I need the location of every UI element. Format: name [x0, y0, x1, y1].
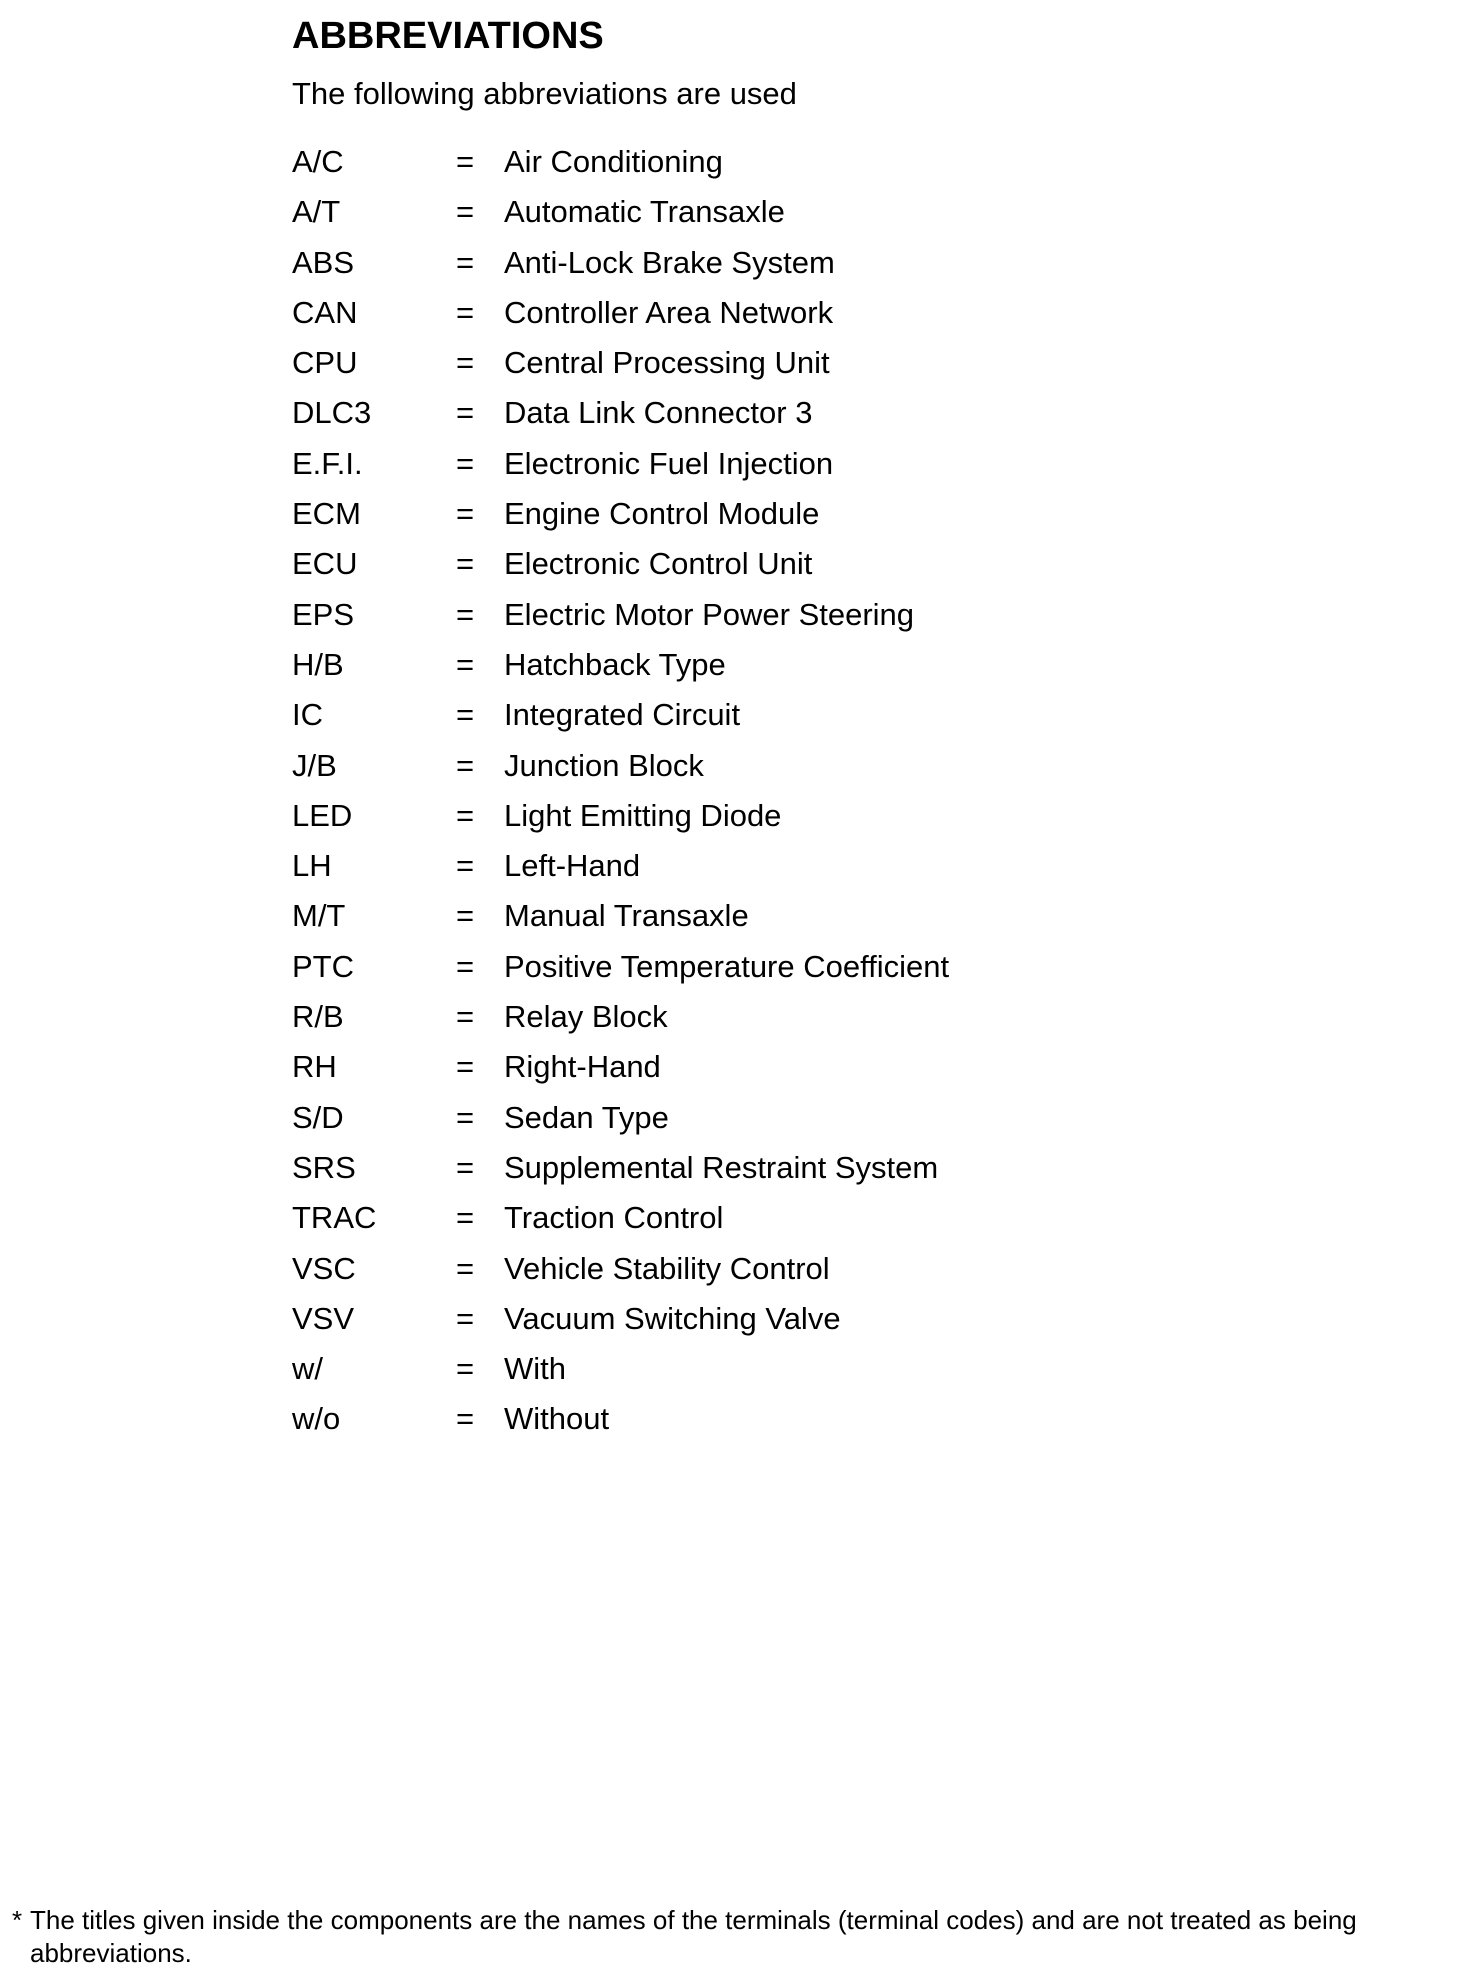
equals-sign: = [456, 1300, 475, 1336]
abbreviation-term: E.F.I. [292, 445, 363, 481]
abbreviation-meaning: Vehicle Stability Control [504, 1250, 830, 1286]
page-title: ABBREVIATIONS [292, 15, 604, 57]
abbreviation-meaning: Relay Block [504, 999, 668, 1035]
abbreviation-term: LED [292, 797, 353, 833]
footnote [12, 1904, 1464, 1970]
equals-sign: = [456, 1049, 475, 1085]
equals-sign: = [456, 244, 475, 280]
equals-sign: = [456, 1351, 475, 1387]
abbreviation-meaning: Engine Control Module [504, 496, 820, 532]
abbreviation-meaning: Sedan Type [504, 1099, 669, 1135]
abbreviation-meaning: Vacuum Switching Valve [504, 1300, 841, 1336]
abbreviation-meaning: Controller Area Network [504, 294, 834, 330]
equals-sign: = [456, 1149, 475, 1185]
abbreviation-term: S/D [292, 1099, 344, 1135]
abbreviation-meaning: Automatic Transaxle [504, 194, 785, 230]
abbreviation-meaning: Anti-Lock Brake System [504, 244, 835, 280]
equals-sign: = [456, 345, 475, 381]
equals-sign: = [456, 1250, 475, 1286]
abbreviation-term: CAN [292, 294, 358, 330]
abbreviation-meaning: Junction Block [504, 747, 704, 783]
equals-sign: = [456, 546, 475, 582]
equals-sign: = [456, 747, 475, 783]
abbreviation-term: ECM [292, 496, 361, 532]
equals-sign: = [456, 948, 475, 984]
abbreviation-term: A/C [292, 144, 344, 179]
abbreviation-meaning: Right-Hand [504, 1049, 661, 1085]
equals-sign: = [456, 1401, 475, 1437]
abbreviation-meaning: Electric Motor Power Steering [504, 596, 915, 632]
abbreviation-term: CPU [292, 345, 358, 381]
abbreviation-term: M/T [292, 898, 346, 934]
abbreviation-meaning: Central Processing Unit [504, 345, 830, 381]
abbreviation-term: DLC3 [292, 395, 372, 431]
equals-sign: = [456, 496, 475, 532]
abbreviation-meaning: Electronic Control Unit [504, 546, 813, 582]
abbreviation-meaning: Data Link Connector 3 [504, 395, 813, 431]
abbreviation-term: A/T [292, 194, 341, 230]
abbreviation-meaning: Left-Hand [504, 848, 641, 884]
abbreviation-term: PTC [292, 948, 354, 984]
equals-sign: = [456, 848, 475, 884]
abbreviation-meaning: Positive Temperature Coefficient [504, 948, 950, 984]
abbreviation-term: ECU [292, 546, 358, 582]
abbreviation-term: EPS [292, 596, 355, 632]
abbreviation-meaning: With [504, 1351, 566, 1387]
equals-sign: = [456, 194, 475, 230]
abbreviation-term: VSV [292, 1300, 355, 1336]
abbreviation-meaning: Integrated Circuit [504, 697, 741, 733]
equals-sign: = [456, 646, 475, 682]
equals-sign: = [456, 797, 475, 833]
abbreviation-meaning: Traction Control [504, 1200, 724, 1236]
equals-sign: = [456, 999, 475, 1035]
equals-sign: = [456, 1200, 475, 1236]
equals-sign: = [456, 1099, 475, 1135]
equals-sign: = [456, 445, 475, 481]
abbreviation-term: VSC [292, 1250, 356, 1286]
intro-text: The following abbreviations are used [292, 76, 797, 111]
footnote-asterisk: * [12, 1905, 23, 1935]
abbreviation-meaning: Supplemental Restraint System [504, 1149, 939, 1185]
abbreviation-term: TRAC [292, 1200, 377, 1236]
equals-sign: = [456, 697, 475, 733]
abbreviation-term: LH [292, 848, 332, 884]
abbreviation-term: IC [292, 697, 323, 733]
equals-sign: = [456, 144, 475, 179]
abbreviation-term: w/o [292, 1401, 341, 1437]
abbreviation-term: SRS [292, 1149, 356, 1185]
equals-sign: = [456, 898, 475, 934]
equals-sign: = [456, 395, 475, 431]
abbreviation-meaning: Without [504, 1401, 610, 1437]
abbreviation-term: ABS [292, 244, 355, 280]
footnote-text: The titles given inside the components are the names of the terminals (terminal codes) and are not treated as being abbreviations. [30, 1905, 1357, 1968]
abbreviation-meaning: Manual Transaxle [504, 898, 749, 934]
equals-sign: = [456, 294, 475, 330]
abbreviation-term: w/ [292, 1351, 323, 1387]
abbreviation-term: R/B [292, 999, 344, 1035]
abbreviation-meaning: Electronic Fuel Injection [504, 445, 834, 481]
abbreviation-term: RH [292, 1049, 337, 1085]
abbreviation-meaning: Air Conditioning [504, 144, 723, 179]
abbreviation-meaning: Hatchback Type [504, 646, 726, 682]
abbreviation-meaning: Light Emitting Diode [504, 797, 782, 833]
abbreviation-term: J/B [292, 747, 337, 783]
equals-sign: = [456, 596, 475, 632]
abbreviation-term: H/B [292, 646, 344, 682]
